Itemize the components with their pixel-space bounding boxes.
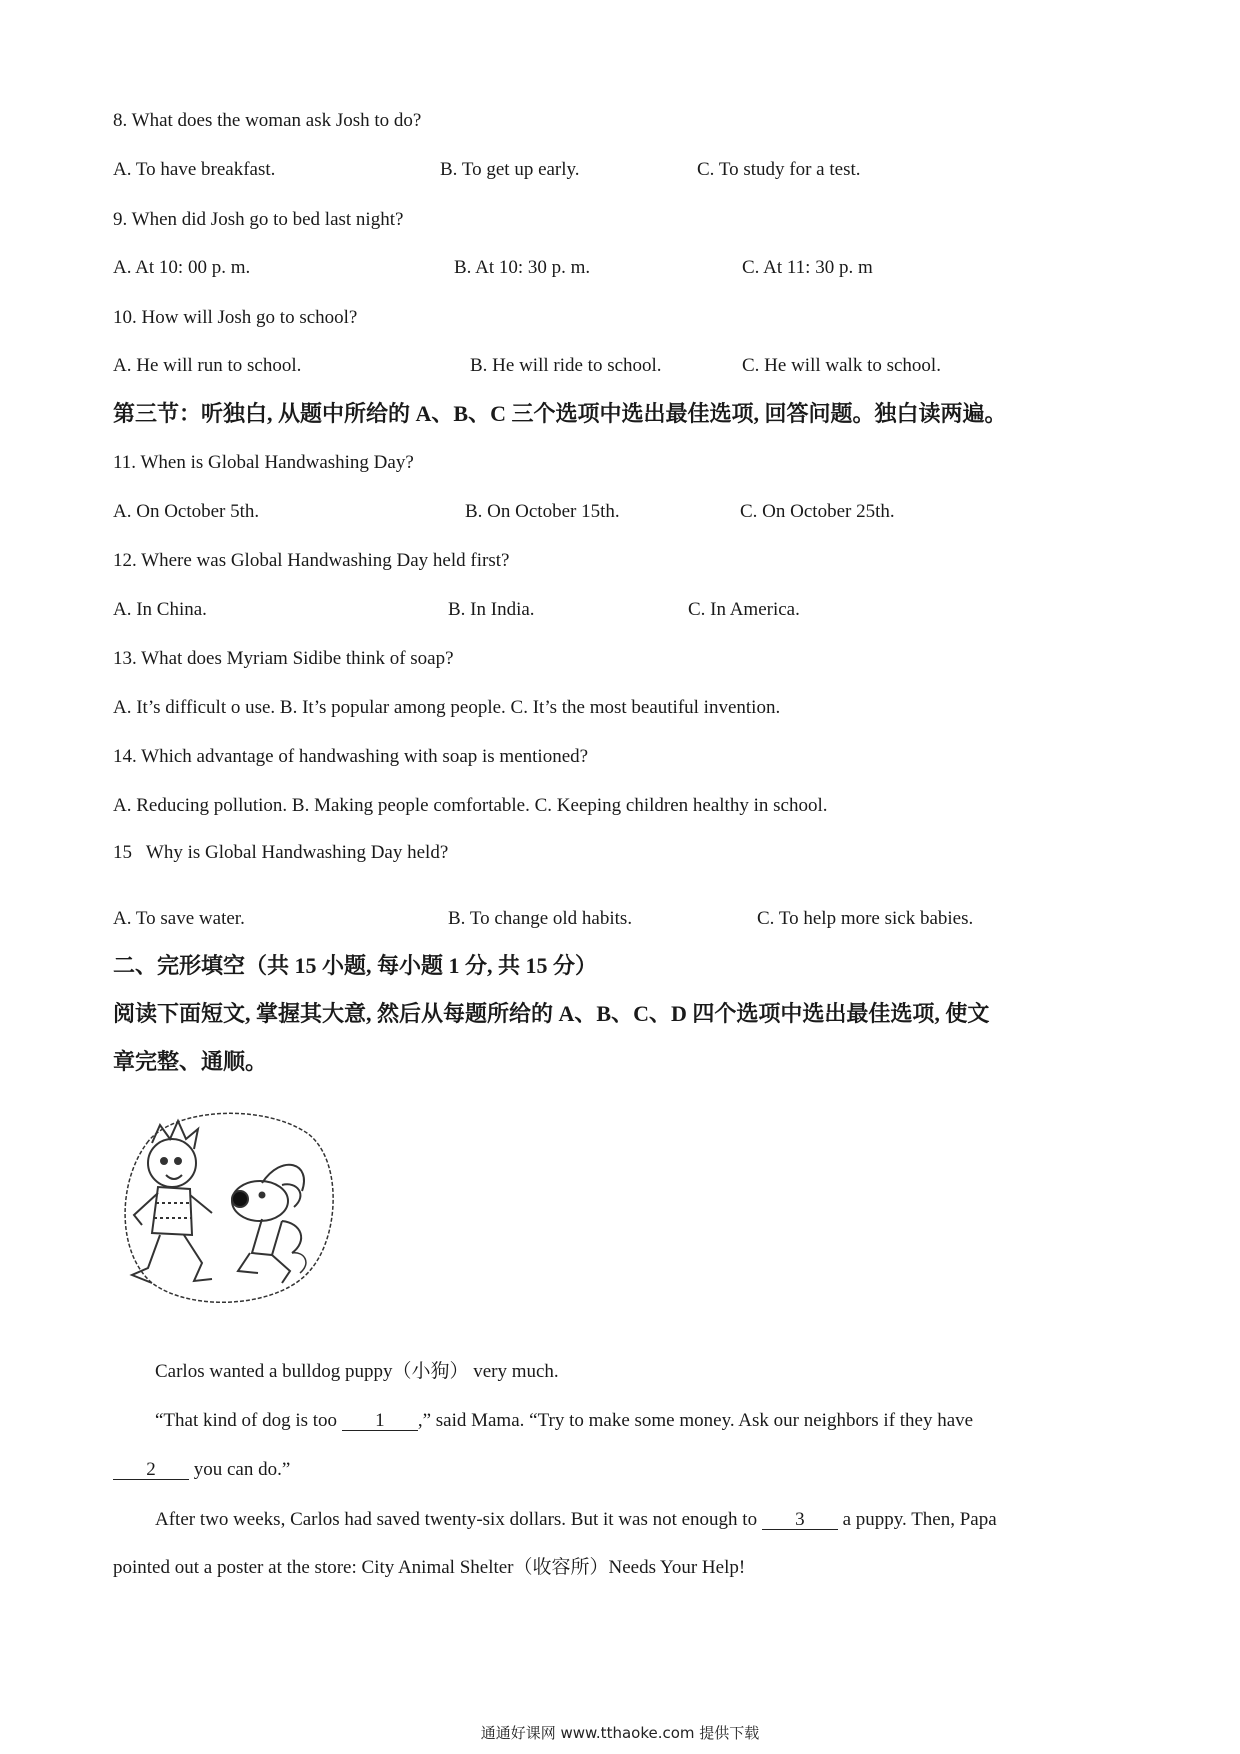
question-14-stem: 14. Which advantage of handwashing with soap is mentioned? <box>113 746 589 767</box>
passage-paragraph-2-line-2 <box>113 1460 290 1480</box>
option-b: B. On October 15th. <box>465 501 620 522</box>
question-15-stem: 15 Why is Global Handwashing Day held? <box>113 842 449 863</box>
question-12-stem: 12. Where was Global Handwashing Day held first? <box>113 550 510 571</box>
option-a: A. To save water. <box>113 908 245 929</box>
option-b: B. He will ride to school. <box>470 355 662 376</box>
passage-text: a puppy. Then, Papa <box>837 1509 997 1530</box>
passage-text: “That kind of dog is too <box>155 1410 342 1431</box>
passage-paragraph-1: Carlos wanted a bulldog puppy（小狗） very much. <box>155 1361 559 1382</box>
section-3-heading: 第三节：听独白, 从题中所给的 A、B、C 三个选项中选出最佳选项, 回答问题。独白读两遍。 <box>113 401 1007 426</box>
question-11-stem: 11. When is Global Handwashing Day? <box>113 452 414 473</box>
question-8-stem: 8. What does the woman ask Josh to do? <box>113 110 422 131</box>
option-b: B. At 10: 30 p. m. <box>454 257 591 278</box>
blank-3: 3 <box>762 1510 838 1530</box>
footer-source: 通通好课网 www.tthaoke.com 提供下载 <box>480 1724 760 1742</box>
option-a: A. He will run to school. <box>113 355 302 376</box>
question-14-options: A. Reducing pollution. B. Making people comfortable. C. Keeping children healthy in school. <box>113 795 828 816</box>
option-c: C. To study for a test. <box>697 159 861 180</box>
option-a: A. On October 5th. <box>113 501 260 522</box>
blank-2: 2 <box>113 1460 189 1480</box>
passage-text: you can do.” <box>189 1459 291 1480</box>
option-c: C. On October 25th. <box>740 501 895 522</box>
passage-paragraph-2-line-1 <box>155 1411 973 1431</box>
option-b: B. To change old habits. <box>448 908 633 929</box>
option-c: C. At 11: 30 p. m <box>742 257 873 278</box>
boy-and-dog-illustration <box>112 1103 342 1313</box>
part-2-instruction-line-2: 章完整、通顺。 <box>113 1049 268 1074</box>
option-b: B. To get up early. <box>440 159 580 180</box>
passage-text: ,” said Mama. “Try to make some money. Ask our neighbors if they have <box>417 1410 974 1431</box>
part-2-heading: 二、完形填空（共 15 小题, 每小题 1 分, 共 15 分） <box>113 953 598 978</box>
passage-text: After two weeks, Carlos had saved twenty-six dollars. But it was not enough to <box>155 1509 762 1530</box>
passage-paragraph-3-line-1 <box>155 1510 997 1530</box>
question-13-options: A. It’s difficult o use. B. It’s popular among people. C. It’s the most beautiful invention. <box>113 697 781 718</box>
option-c: C. To help more sick babies. <box>757 908 974 929</box>
part-2-instruction-line-1: 阅读下面短文, 掌握其大意, 然后从每题所给的 A、B、C、D 四个选项中选出最佳选项, 使文 <box>113 1001 990 1026</box>
option-c: C. He will walk to school. <box>742 355 941 376</box>
option-a: A. To have breakfast. <box>113 159 276 180</box>
option-a: A. At 10: 00 p. m. <box>113 257 251 278</box>
blank-1: 1 <box>342 1411 418 1431</box>
option-b: B. In India. <box>448 599 535 620</box>
option-c: C. In America. <box>688 599 800 620</box>
question-13-stem: 13. What does Myriam Sidibe think of soap? <box>113 648 454 669</box>
option-a: A. In China. <box>113 599 207 620</box>
question-10-stem: 10. How will Josh go to school? <box>113 307 358 328</box>
question-9-stem: 9. When did Josh go to bed last night? <box>113 209 404 230</box>
passage-paragraph-3-line-2: pointed out a poster at the store: City Animal Shelter（收容所）Needs Your Help! <box>113 1557 746 1578</box>
